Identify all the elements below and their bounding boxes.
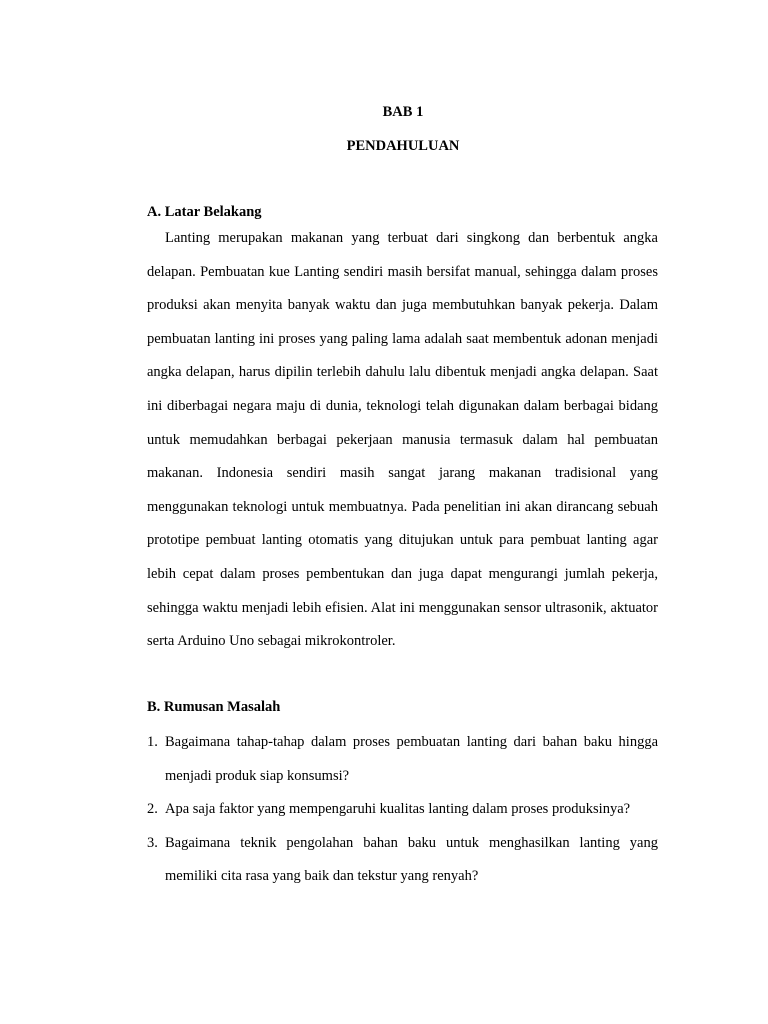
list-item (147, 827, 658, 894)
list-item (147, 793, 658, 827)
list-item-text: Bagaimana tahap-tahap dalam proses pembuatan lanting dari bahan baku hingga menjadi produk siap konsumsi? (165, 734, 658, 784)
chapter-title: PENDAHULUAN (346, 138, 460, 154)
list-item-number: 1. (147, 734, 158, 750)
problem-statement-list (147, 726, 658, 894)
list-item-text: Bagaimana teknik pengolahan bahan baku untuk menghasilkan lanting yang memiliki cita rasa yang baik dan tekstur yang renyah? (165, 834, 658, 885)
section-heading-latar-belakang: A. Latar Belakang (147, 204, 262, 220)
section-heading-rumusan-masalah: B. Rumusan Masalah (147, 699, 281, 715)
list-item (147, 726, 658, 793)
list-item-number: 2. (147, 801, 158, 818)
background-paragraph: Lanting merupakan makanan yang terbuat dari singkong dan berbentuk angka delapan. Pembuatan kue Lanting sendiri masih bersifat manual, sehingga dalam proses produksi akan menyita banyak waktu dan juga membutuhkan banyak pekerja. Dalam pembuatan lanting ini proses yang paling lama adalah saat membentuk adonan menjadi angka delapan, harus dipilin terlebih dahulu lalu dibentuk menjadi angka delapan. Saat ini diberbagai negara maju di dunia, teknologi telah digunakan dalam berbagai bidang untuk memudahkan berbagai pekerjaan manusia termasuk dalam hal pembuatan makanan. Indonesia sendiri masih sangat jarang makanan tradisional yang menggunakan teknologi untuk membuatnya. Pada penelitian ini akan dirancang sebuah prototipe pembuat lanting otomatis yang ditujukan untuk para pembuat lanting agar lebih cepat dalam proses pembentukan dan juga dapat mengurangi jumlah pekerja, sehingga waktu menjadi lebih efisien. Alat ini menggunakan sensor ultrasonik, aktuator serta Arduino Uno sebagai mikrokontroler. (147, 230, 658, 650)
list-item-number: 3. (147, 834, 158, 851)
chapter-number: BAB 1 (382, 104, 424, 120)
list-item-text: Apa saja faktor yang mempengaruhi kualitas lanting dalam proses produksinya? (165, 801, 631, 818)
